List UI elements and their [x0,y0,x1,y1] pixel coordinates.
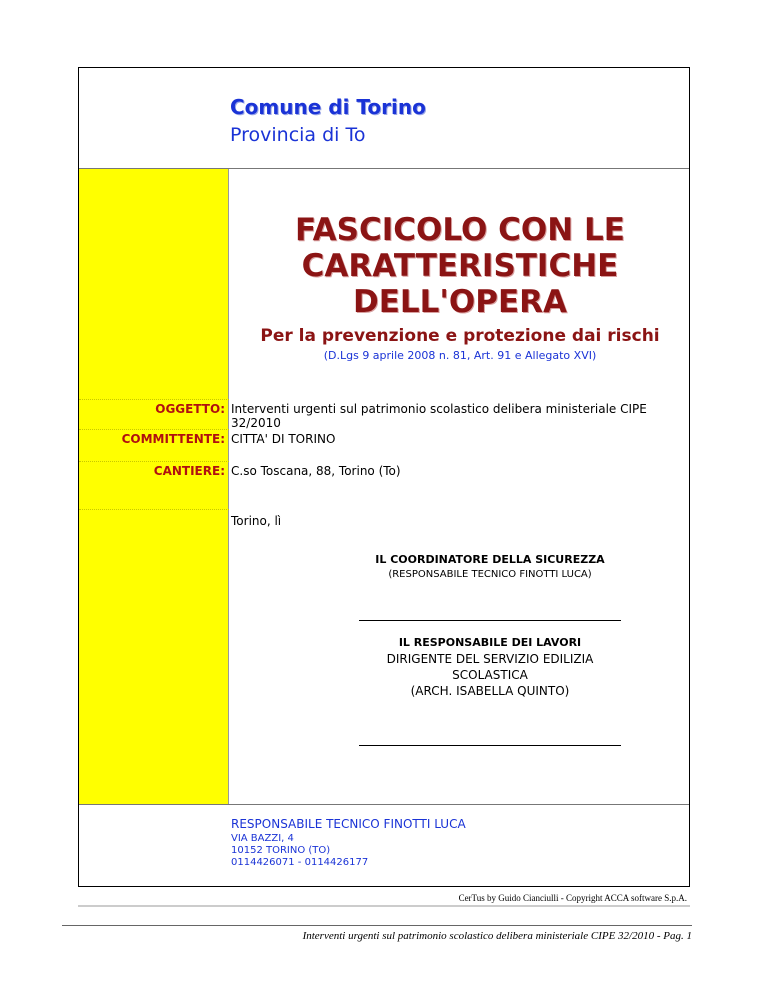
law-reference: (D.Lgs 9 aprile 2008 n. 81, Art. 91 e Allegato XVI) [323,349,597,362]
title-line-2: CARATTERISTICHE [301,248,619,284]
responsible-signature-line [359,745,621,746]
municipality-header [79,68,689,169]
technician-address: VIA BAZZI, 4 [231,833,294,844]
responsible-name: (ARCH. ISABELLA QUINTO) [410,684,570,698]
copyright-notice: CerTus by Guido Cianciulli - Copyright ACCA software S.p.A. [458,893,687,903]
yellow-label-column [79,169,229,804]
coordinator-name: (RESPONSABILE TECNICO FINOTTI LUCA) [388,569,592,580]
place-date: Torino, lì [231,514,282,528]
copyright-rule [78,905,690,907]
row-divider [79,509,229,510]
technician-name: RESPONSABILE TECNICO FINOTTI LUCA [231,817,466,831]
row-divider [79,399,229,400]
cantiere-value: C.so Toscana, 88, Torino (To) [231,464,401,478]
committente-label: COMMITTENTE: [121,432,225,446]
technician-section [79,804,689,805]
responsible-details [359,651,621,699]
cantiere-label: CANTIERE: [153,464,225,478]
committente-value: CITTA' DI TORINO [231,432,336,446]
oggetto-value: Interventi urgenti sul patrimonio scolastico delibera ministeriale CIPE 32/2010 [231,402,647,430]
title-line-1: FASCICOLO CON LE [295,212,625,248]
technician-city: 10152 TORINO (TO) [231,845,331,856]
title-line-3: DELL'OPERA [352,284,568,320]
responsible-title: IL RESPONSABILE DEI LAVORI [398,636,582,649]
row-divider [79,429,229,430]
province-name: Provincia di To [230,124,366,146]
coordinator-signature-line [359,620,621,621]
page-footer-rule [62,925,692,926]
document-subtitle: Per la prevenzione e protezione dai rischi [260,326,660,346]
coordinator-title: IL COORDINATORE DELLA SICUREZZA [375,553,605,566]
technician-phones: 0114426071 - 0114426177 [231,857,369,868]
document-title [229,212,691,320]
cover-frame [78,67,690,887]
municipality-name: Comune di Torino [230,95,426,119]
responsible-role: DIRIGENTE DEL SERVIZIO EDILIZIA SCOLASTICA [386,652,594,682]
oggetto-label: OGGETTO: [155,402,225,416]
row-divider [79,461,229,462]
page-footer: Interventi urgenti sul patrimonio scolastico delibera ministeriale CIPE 32/2010 - Pag. 1 [302,930,692,942]
